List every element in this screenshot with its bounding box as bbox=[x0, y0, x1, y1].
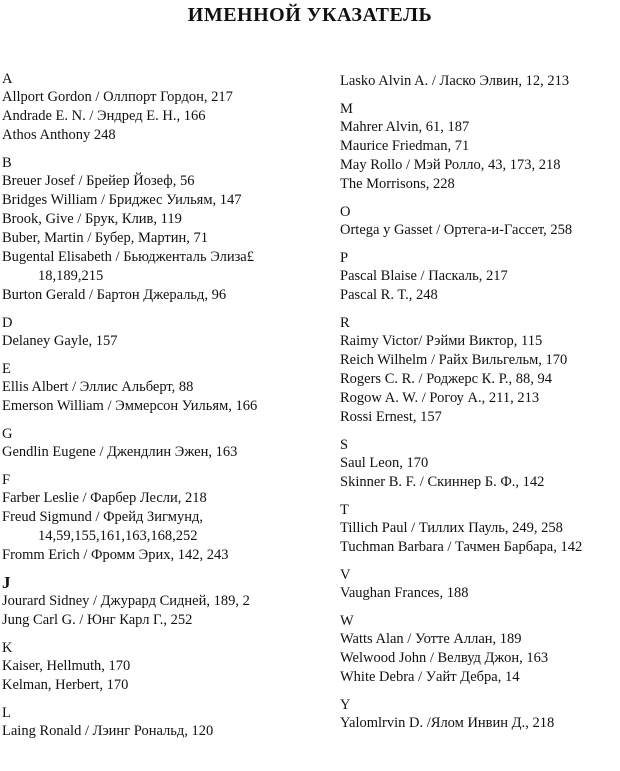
index-entry bbox=[340, 649, 620, 668]
index-entry bbox=[2, 676, 308, 695]
entry-text: Andrade E. N. / Эндред Е. Н., 166 bbox=[2, 108, 206, 124]
entry-text: May Rollo / Мэй Ролло, 43, 173, 218 bbox=[340, 157, 561, 173]
entry-text: Laing Ronald / Лэинг Рональд, 120 bbox=[2, 723, 214, 739]
section-letter: S bbox=[340, 437, 349, 453]
index-section bbox=[2, 471, 308, 565]
index-section bbox=[2, 70, 308, 145]
index-entry bbox=[2, 191, 308, 210]
index-section bbox=[2, 704, 308, 741]
entry-text: Kelman, Herbert, 170 bbox=[2, 677, 129, 693]
index-entry bbox=[340, 538, 620, 557]
section-letter: K bbox=[2, 640, 13, 656]
index-entry bbox=[340, 118, 620, 137]
index-entry bbox=[2, 546, 308, 565]
index-entry bbox=[2, 443, 308, 462]
index-entry bbox=[2, 229, 308, 248]
section-letter: P bbox=[340, 250, 349, 266]
entry-pages-continued: 14,59,155,161,163,168,252 bbox=[38, 528, 198, 544]
section-letter: M bbox=[340, 101, 353, 117]
index-entry bbox=[2, 508, 308, 546]
index-column-left bbox=[2, 70, 308, 741]
entry-text: Maurice Friedman, 71 bbox=[340, 138, 470, 154]
entry-text: Jung Carl G. / Юнг Карл Г., 252 bbox=[2, 612, 193, 628]
index-section bbox=[340, 501, 620, 557]
section-letter: W bbox=[340, 613, 354, 629]
index-section bbox=[340, 436, 620, 492]
index-entry bbox=[340, 286, 620, 305]
index-entry bbox=[340, 408, 620, 427]
section-letter: J bbox=[2, 573, 11, 592]
index-entry bbox=[2, 88, 308, 107]
entry-text: Rogers C. R. / Роджерс К. Р., 88, 94 bbox=[340, 371, 552, 387]
index-entry bbox=[340, 668, 620, 687]
index-entry bbox=[340, 630, 620, 649]
section-letter: L bbox=[2, 705, 11, 721]
entry-text: Tuchman Barbara / Тачмен Барбара, 142 bbox=[340, 539, 583, 555]
index-entry bbox=[340, 72, 620, 91]
index-entry bbox=[2, 378, 308, 397]
index-section bbox=[2, 639, 308, 695]
section-letter: R bbox=[340, 315, 350, 331]
index-entry bbox=[340, 137, 620, 156]
entry-text: Farber Leslie / Фарбер Лесли, 218 bbox=[2, 490, 207, 506]
entry-text: Brook, Give / Брук, Клив, 119 bbox=[2, 211, 182, 227]
index-entry bbox=[340, 473, 620, 492]
section-letter: A bbox=[2, 71, 13, 87]
entry-text: Saul Leon, 170 bbox=[340, 455, 429, 471]
index-entry bbox=[2, 286, 308, 305]
entry-text: Breuer Josef / Брейер Йозеф, 56 bbox=[2, 173, 195, 189]
index-entry bbox=[340, 351, 620, 370]
index-entry bbox=[340, 175, 620, 194]
index-entry bbox=[2, 248, 308, 286]
entry-text: Mahrer Alvin, 61, 187 bbox=[340, 119, 470, 135]
index-section bbox=[340, 612, 620, 687]
index-entry bbox=[2, 722, 308, 741]
index-section bbox=[340, 314, 620, 427]
index-section bbox=[340, 566, 620, 603]
entry-text: Pascal R. T., 248 bbox=[340, 287, 438, 303]
section-letter: B bbox=[2, 155, 12, 171]
index-entry bbox=[340, 370, 620, 389]
entry-text: Buber, Martin / Бубер, Мартин, 71 bbox=[2, 230, 208, 246]
entry-text: Yalomlrvin D. /Ялом Инвин Д., 218 bbox=[340, 715, 555, 731]
index-entry bbox=[340, 454, 620, 473]
entry-text: Fromm Erich / Фромм Эрих, 142, 243 bbox=[2, 547, 229, 563]
index-entry bbox=[340, 519, 620, 538]
index-section bbox=[340, 72, 620, 91]
index-entry bbox=[340, 332, 620, 351]
page-title: ИМЕННОЙ УКАЗАТЕЛЬ bbox=[187, 4, 433, 26]
entry-text: Tillich Paul / Тиллих Пауль, 249, 258 bbox=[340, 520, 563, 536]
entry-text: White Debra / Уайт Дебра, 14 bbox=[340, 669, 520, 685]
index-entry bbox=[340, 267, 620, 286]
index-entry bbox=[2, 172, 308, 191]
index-entry bbox=[340, 221, 620, 240]
index-section bbox=[2, 360, 308, 416]
index-section bbox=[340, 696, 620, 733]
index-entry bbox=[2, 657, 308, 676]
entry-text: Burton Gerald / Бартон Джеральд, 96 bbox=[2, 287, 227, 303]
index-section bbox=[2, 425, 308, 462]
section-letter: D bbox=[2, 315, 13, 331]
index-column-right bbox=[340, 72, 620, 733]
entry-text: Kaiser, Hellmuth, 170 bbox=[2, 658, 131, 674]
index-entry bbox=[2, 210, 308, 229]
index-entry bbox=[340, 584, 620, 603]
section-letter: Y bbox=[340, 697, 351, 713]
entry-text: Allport Gordon / Оллпорт Гордон, 217 bbox=[2, 89, 233, 105]
entry-text: Athos Anthony 248 bbox=[2, 127, 116, 143]
index-section bbox=[2, 574, 308, 630]
index-entry bbox=[340, 156, 620, 175]
entry-text: Gendlin Eugene / Джендлин Эжен, 163 bbox=[2, 444, 238, 460]
index-entry bbox=[2, 107, 308, 126]
entry-text: Lasko Alvin A. / Ласко Элвин, 12, 213 bbox=[340, 73, 570, 89]
entry-text: Delaney Gayle, 157 bbox=[2, 333, 118, 349]
index-entry bbox=[2, 592, 308, 611]
entry-text: Reich Wilhelm / Райх Вильгельм, 170 bbox=[340, 352, 568, 368]
index-section bbox=[2, 314, 308, 351]
entry-text: Rogow A. W. / Рогоу А., 211, 213 bbox=[340, 390, 540, 406]
index-entry bbox=[2, 397, 308, 416]
index-entry bbox=[2, 611, 308, 630]
section-letter: T bbox=[340, 502, 349, 518]
index-section bbox=[2, 154, 308, 305]
entry-text: Rossi Ernest, 157 bbox=[340, 409, 442, 425]
entry-text: Bugental Elisabeth / Бьюдженталь Элиза£ bbox=[2, 249, 254, 265]
entry-text: Freud Sigmund / Фрейд Зигмунд, bbox=[2, 509, 203, 525]
index-entry bbox=[2, 489, 308, 508]
entry-text: Pascal Blaise / Паскаль, 217 bbox=[340, 268, 508, 284]
entry-text: Skinner B. F. / Скиннер Б. Ф., 142 bbox=[340, 474, 545, 490]
index-entry bbox=[2, 332, 308, 351]
entry-text: Jourard Sidney / Джурард Сидней, 189, 2 bbox=[2, 593, 250, 609]
section-letter: E bbox=[2, 361, 11, 377]
index-section bbox=[340, 100, 620, 194]
section-letter: V bbox=[340, 567, 351, 583]
index-entry bbox=[340, 389, 620, 408]
entry-text: Vaughan Frances, 188 bbox=[340, 585, 469, 601]
index-entry bbox=[2, 126, 308, 145]
entry-text: The Morrisons, 228 bbox=[340, 176, 455, 192]
entry-text: Welwood John / Велвуд Джон, 163 bbox=[340, 650, 549, 666]
entry-text: Raimy Victor/ Рэйми Виктор, 115 bbox=[340, 333, 543, 349]
index-entry bbox=[340, 714, 620, 733]
section-letter: F bbox=[2, 472, 11, 488]
entry-text: Ortega y Gasset / Ортега-и-Гассет, 258 bbox=[340, 222, 573, 238]
entry-pages-continued: 18,189,215 bbox=[38, 268, 104, 284]
index-section bbox=[340, 203, 620, 240]
index-section bbox=[340, 249, 620, 305]
entry-text: Bridges William / Бриджес Уильям, 147 bbox=[2, 192, 242, 208]
section-letter: G bbox=[2, 426, 13, 442]
entry-text: Ellis Albert / Эллис Альберт, 88 bbox=[2, 379, 194, 395]
entry-text: Watts Alan / Уотте Аллан, 189 bbox=[340, 631, 522, 647]
entry-text: Emerson William / Эммерсон Уильям, 166 bbox=[2, 398, 258, 414]
section-letter: O bbox=[340, 204, 351, 220]
